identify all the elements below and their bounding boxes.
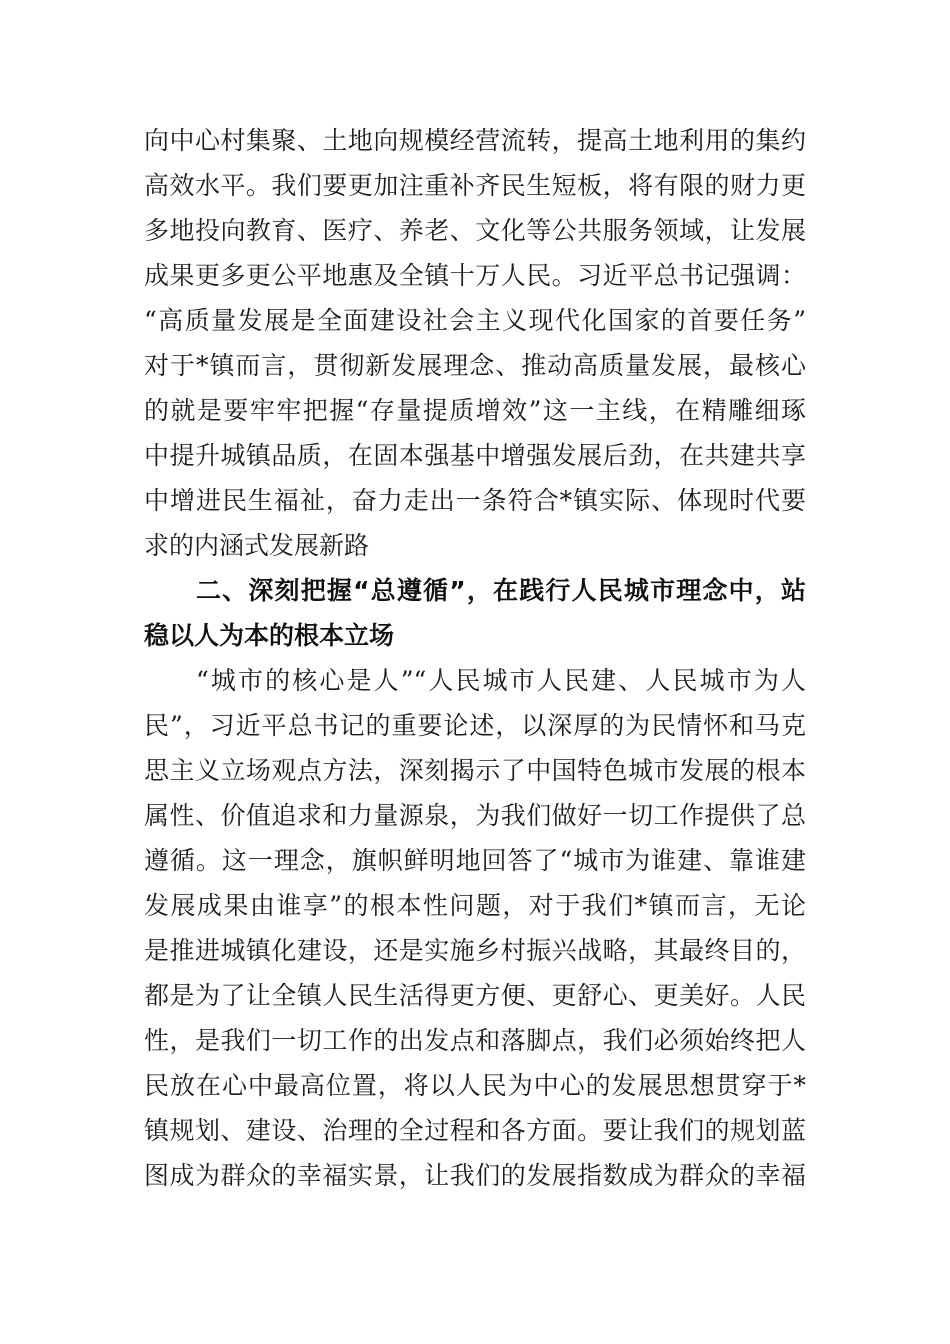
- paragraph-line: 的就是要牢牢把握“存量提质增效”这一主线，在精雕细琢: [144, 396, 806, 425]
- paragraph-line: 是推进城镇化建设，还是实施乡村振兴战略，其最终目的，: [144, 936, 806, 965]
- paragraph-line: 多地投向教育、医疗、养老、文化等公共服务领域，让发展: [144, 216, 806, 245]
- paragraph-line: 中提升城镇品质，在固本强基中增强发展后劲，在共建共享: [144, 441, 806, 470]
- paragraph-line: “城市的核心是人”“人民城市人民建、人民城市为人: [196, 666, 806, 695]
- section-heading-line: 二、深刻把握“总遵循”，在践行人民城市理念中，站: [196, 576, 806, 605]
- paragraph-line: 民”，习近平总书记的重要论述，以深厚的为民情怀和马克: [144, 711, 806, 740]
- paragraph-line: 属性、价值追求和力量源泉，为我们做好一切工作提供了总: [144, 801, 806, 830]
- paragraph-line: 对于*镇而言，贯彻新发展理念、推动高质量发展，最核心: [144, 351, 806, 380]
- paragraph-line: 民放在心中最高位置，将以人民为中心的发展思想贯穿于*: [144, 1071, 806, 1100]
- paragraph-line: 图成为群众的幸福实景，让我们的发展指数成为群众的幸福: [144, 1161, 806, 1190]
- paragraph-line: 高效水平。我们要更加注重补齐民生短板，将有限的财力更: [144, 171, 806, 200]
- paragraph-line: 发展成果由谁享”的根本性问题，对于我们*镇而言，无论: [144, 891, 806, 920]
- paragraph-line: 镇规划、建设、治理的全过程和各方面。要让我们的规划蓝: [144, 1116, 806, 1145]
- paragraph-line: 求的内涵式发展新路: [144, 531, 370, 560]
- paragraph-line: “高质量发展是全面建设社会主义现代化国家的首要任务”: [144, 306, 806, 335]
- paragraph-line: 遵循。这一理念，旗帜鲜明地回答了“城市为谁建、靠谁建: [144, 846, 806, 875]
- paragraph-line: 成果更多更公平地惠及全镇十万人民。习近平总书记强调：: [144, 261, 806, 290]
- paragraph-line: 中增进民生福祉，奋力走出一条符合*镇实际、体现时代要: [144, 486, 806, 515]
- paragraph-line: 思主义立场观点方法，深刻揭示了中国特色城市发展的根本: [144, 756, 806, 785]
- paragraph-line: 性，是我们一切工作的出发点和落脚点，我们必须始终把人: [144, 1026, 806, 1055]
- section-heading-line: 稳以人为本的根本立场: [144, 621, 395, 650]
- paragraph-line: 都是为了让全镇人民生活得更方便、更舒心、更美好。人民: [144, 981, 806, 1010]
- paragraph-line: 向中心村集聚、土地向规模经营流转，提高土地利用的集约: [144, 126, 806, 155]
